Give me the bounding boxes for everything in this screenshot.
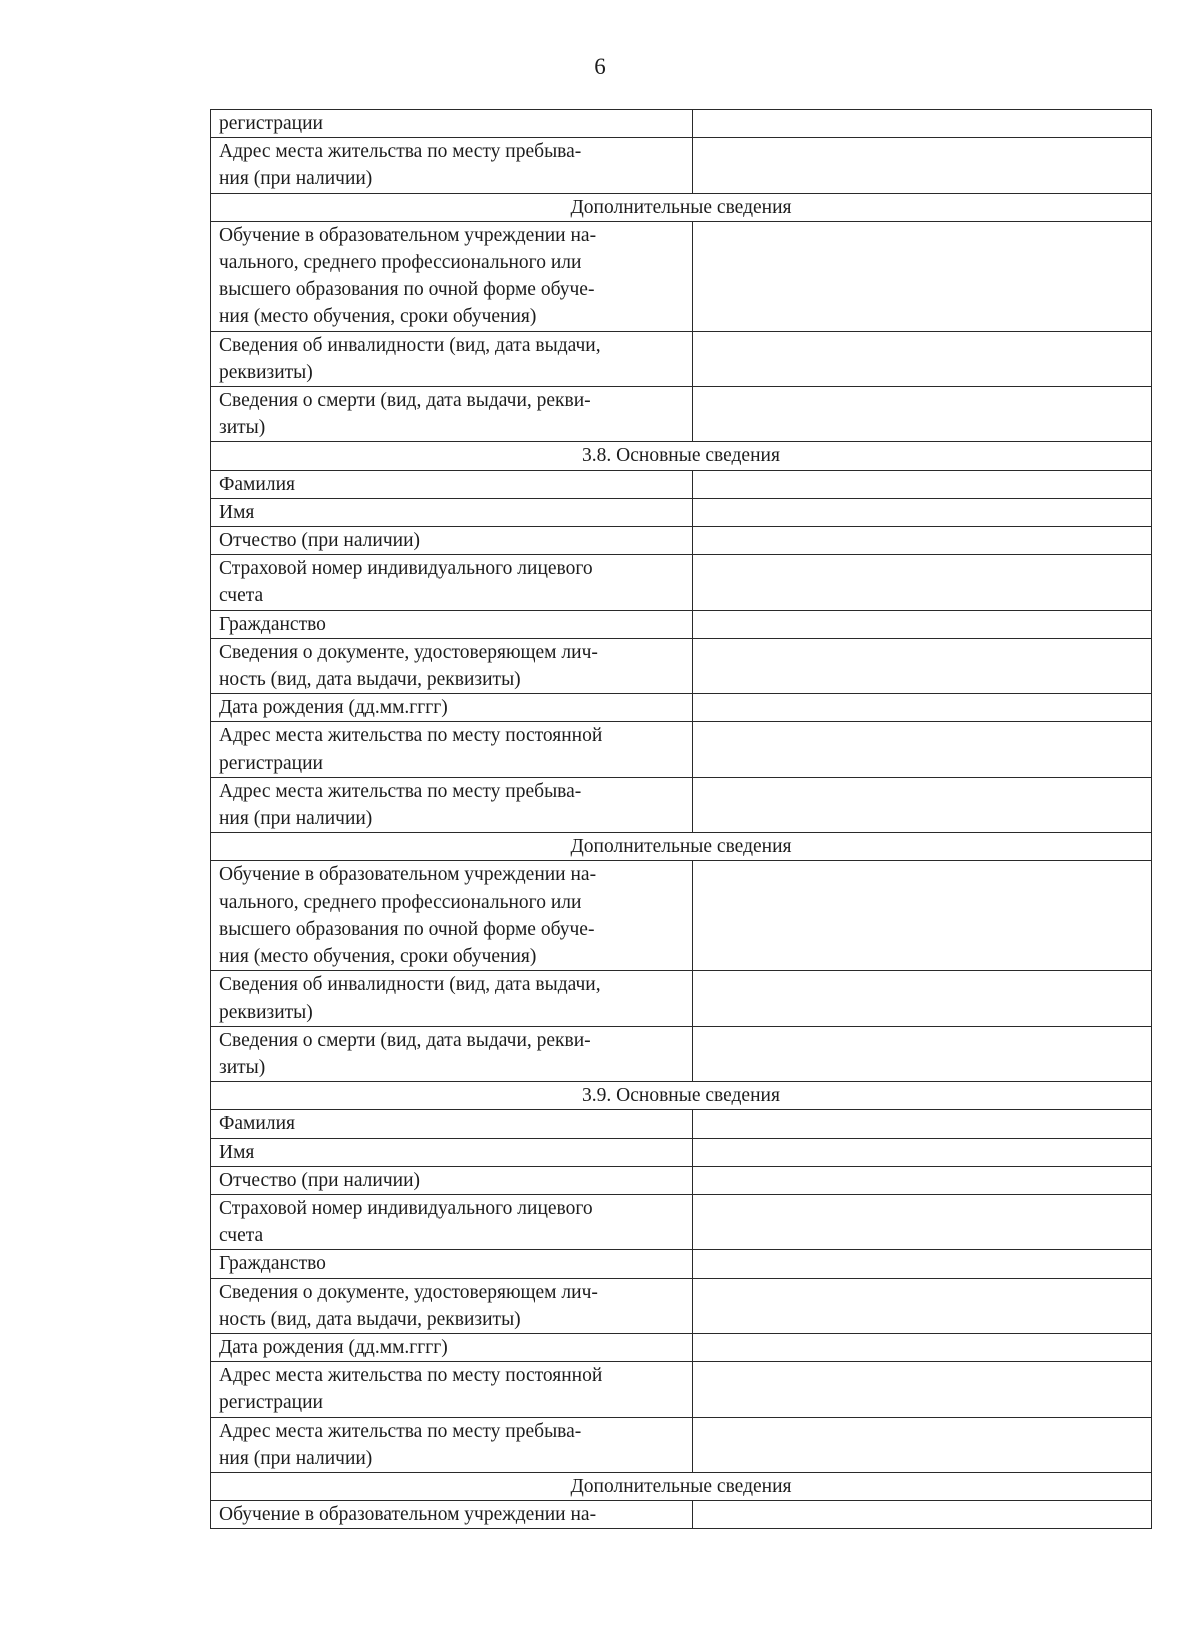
form-field-row xyxy=(211,498,1152,526)
field-label: Фамилия xyxy=(211,470,693,498)
field-label: Сведения об инвалидности (вид, дата выдачи, реквизиты) xyxy=(211,331,693,386)
form-field-row xyxy=(211,1138,1152,1166)
form-field-row xyxy=(211,638,1152,693)
field-label: Адрес места жительства по месту пребыва- ния (при наличии) xyxy=(211,777,693,832)
field-value-cell[interactable] xyxy=(693,1110,1152,1138)
field-label: Гражданство xyxy=(211,1250,693,1278)
form-field-row xyxy=(211,1194,1152,1249)
field-value-cell[interactable] xyxy=(693,1501,1152,1529)
field-label: Сведения об инвалидности (вид, дата выдачи, реквизиты) xyxy=(211,971,693,1026)
field-value-cell[interactable] xyxy=(693,1194,1152,1249)
form-field-row xyxy=(211,221,1152,331)
section-header-row xyxy=(211,1082,1152,1110)
form-field-row xyxy=(211,387,1152,442)
field-value-cell[interactable] xyxy=(693,1026,1152,1081)
form-field-row xyxy=(211,694,1152,722)
field-label: Имя xyxy=(211,1138,693,1166)
form-field-row xyxy=(211,1250,1152,1278)
field-label: Фамилия xyxy=(211,1110,693,1138)
field-label: Адрес места жительства по месту постоянной регистрации xyxy=(211,722,693,777)
field-value-cell[interactable] xyxy=(693,1250,1152,1278)
section-title: 3.8. Основные сведения xyxy=(211,442,1152,470)
form-field-row xyxy=(211,331,1152,386)
section-title: Дополнительные сведения xyxy=(211,1472,1152,1500)
field-value-cell[interactable] xyxy=(693,638,1152,693)
field-label: Обучение в образовательном учреждении на- xyxy=(211,1501,693,1529)
field-value-cell[interactable] xyxy=(693,1333,1152,1361)
form-body xyxy=(211,110,1152,1529)
field-value-cell[interactable] xyxy=(693,1362,1152,1417)
form-field-row xyxy=(211,722,1152,777)
form-field-row xyxy=(211,555,1152,610)
field-value-cell[interactable] xyxy=(693,971,1152,1026)
form-field-row xyxy=(211,861,1152,971)
field-label: Отчество (при наличии) xyxy=(211,1166,693,1194)
field-value-cell[interactable] xyxy=(693,110,1152,138)
section-title: 3.9. Основные сведения xyxy=(211,1082,1152,1110)
section-title: Дополнительные сведения xyxy=(211,193,1152,221)
field-label: Сведения о документе, удостоверяющем лич- ность (вид, дата выдачи, реквизиты) xyxy=(211,1278,693,1333)
field-label: Страховой номер индивидуального лицевого счета xyxy=(211,555,693,610)
field-label: Обучение в образовательном учреждении на- чального, среднего профессионального или высшего образования по очной форме обуче- ния (место обучения, сроки обучения) xyxy=(211,221,693,331)
field-value-cell[interactable] xyxy=(693,555,1152,610)
field-label: Адрес места жительства по месту постоянной регистрации xyxy=(211,1362,693,1417)
field-value-cell[interactable] xyxy=(693,694,1152,722)
field-value-cell[interactable] xyxy=(693,527,1152,555)
section-header-row xyxy=(211,833,1152,861)
field-value-cell[interactable] xyxy=(693,331,1152,386)
form-field-row xyxy=(211,1333,1152,1361)
form-field-row xyxy=(211,1362,1152,1417)
form-field-row xyxy=(211,470,1152,498)
field-value-cell[interactable] xyxy=(693,861,1152,971)
form-field-row xyxy=(211,1278,1152,1333)
personal-data-form-table xyxy=(210,109,1152,1529)
form-field-row xyxy=(211,610,1152,638)
form-field-row xyxy=(211,971,1152,1026)
field-value-cell[interactable] xyxy=(693,498,1152,526)
field-label: Гражданство xyxy=(211,610,693,638)
field-value-cell[interactable] xyxy=(693,470,1152,498)
section-header-row xyxy=(211,193,1152,221)
field-value-cell[interactable] xyxy=(693,221,1152,331)
field-label: Отчество (при наличии) xyxy=(211,527,693,555)
field-label: регистрации xyxy=(211,110,693,138)
field-label: Адрес места жительства по месту пребыва- ния (при наличии) xyxy=(211,138,693,193)
field-value-cell[interactable] xyxy=(693,1278,1152,1333)
page-number: 6 xyxy=(594,54,606,79)
field-label: Адрес места жительства по месту пребыва- ния (при наличии) xyxy=(211,1417,693,1472)
form-field-row xyxy=(211,1026,1152,1081)
form-field-row xyxy=(211,1501,1152,1529)
field-value-cell[interactable] xyxy=(693,777,1152,832)
field-value-cell[interactable] xyxy=(693,387,1152,442)
field-label: Сведения о смерти (вид, дата выдачи, рекви- зиты) xyxy=(211,387,693,442)
field-label: Дата рождения (дд.мм.гггг) xyxy=(211,694,693,722)
field-label: Страховой номер индивидуального лицевого счета xyxy=(211,1194,693,1249)
field-value-cell[interactable] xyxy=(693,722,1152,777)
field-label: Имя xyxy=(211,498,693,526)
field-label: Дата рождения (дд.мм.гггг) xyxy=(211,1333,693,1361)
field-value-cell[interactable] xyxy=(693,1166,1152,1194)
field-value-cell[interactable] xyxy=(693,138,1152,193)
form-field-row xyxy=(211,1417,1152,1472)
section-title: Дополнительные сведения xyxy=(211,833,1152,861)
field-label: Обучение в образовательном учреждении на- чального, среднего профессионального или высшего образования по очной форме обуче- ния (место обучения, сроки обучения) xyxy=(211,861,693,971)
field-value-cell[interactable] xyxy=(693,610,1152,638)
section-header-row xyxy=(211,442,1152,470)
field-value-cell[interactable] xyxy=(693,1417,1152,1472)
form-field-row xyxy=(211,110,1152,138)
form-field-row xyxy=(211,1110,1152,1138)
form-field-row xyxy=(211,138,1152,193)
field-label: Сведения о документе, удостоверяющем лич- ность (вид, дата выдачи, реквизиты) xyxy=(211,638,693,693)
section-header-row xyxy=(211,1472,1152,1500)
form-field-row xyxy=(211,527,1152,555)
form-field-row xyxy=(211,1166,1152,1194)
form-field-row xyxy=(211,777,1152,832)
field-label: Сведения о смерти (вид, дата выдачи, рекви- зиты) xyxy=(211,1026,693,1081)
field-value-cell[interactable] xyxy=(693,1138,1152,1166)
